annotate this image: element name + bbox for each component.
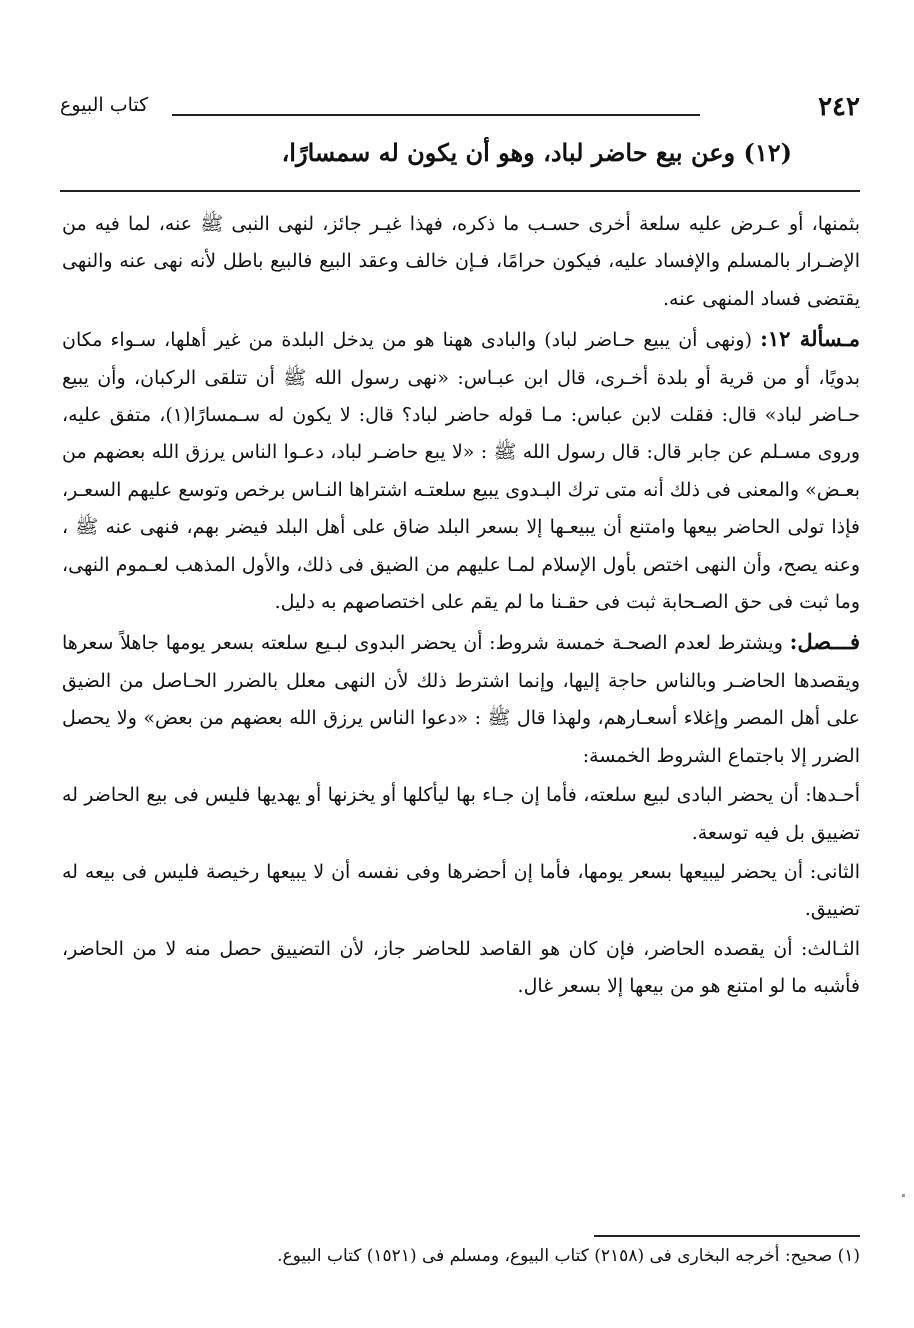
chapter-title: (١٢) وعن بيع حاضر لباد، وهو أن يكون له سمسارًا، — [281, 138, 792, 167]
paragraph-condition-2: الثانى: أن يحضر ليبيعها بسعر يومها، فأما إن أحضرها وفى نفسه أن لا يبيعها رخيصة فليس فى بيعه له تضييق. — [62, 860, 860, 921]
running-book-title: كتاب البيوع — [60, 94, 149, 116]
paragraph-fasl — [62, 623, 860, 775]
page-number: ٢٤٢ — [818, 92, 860, 122]
paragraph-masala-text: (ونهى أن يبيع حـاضر لباد) والبادى ههنا هو من يدخل البلدة من غير أهلها، سـواء مكان بدويًا، أو من قرية أو بلدة أخـرى، قال ابن عبـاس: «نهى رسول الله ﷺ أن تتلقى الركبان، وأن يبيع حـاضر لباد» قال: فقلت لابن عباس: مـا قوله حاضر لباد؟ قال: لا يكون له سـمسارًا(١)، متفق عليه، وروى مسـلم عن جابر قال: قال رسول الله ﷺ : «لا يبع حاضـر لباد، دعـوا الناس يرزق الله بعضهم من بعـض» والمعنى فى ذلك أنه متى ترك البـدوى يبيع سلعتـه اشتراها النـاس برخص وتوسع عليهم السعـر، فإذا تولى الحاضر بيعها وامتنع أن يبيعـها إلا بسعر البلد ضاق على أهل البلد فيضر بهم، فنهى عنه ﷺ ، وعنه يصح، وأن النهى اختص بأول الإسلام لمـا عليهم من الضيق فى ذلك، والأول المذهب لعـموم النهى، وما ثبت فى حق الصـحابة ثبت فى حقـنا ما لم يقم على اختصاصهم به دليل. — [62, 329, 860, 614]
paragraph-condition-1: أحـدها: أن يحضر البادى لبيع سلعته، فأما إن جـاء بها ليأكلها أو يخزنها أو يهديها فليس فى بيع الحاضر له تضييق بل فيه توسعة. — [62, 784, 860, 844]
page-header — [60, 92, 860, 132]
title-rule — [60, 190, 860, 192]
scan-speck — [902, 1194, 905, 1197]
paragraph-masala — [62, 320, 860, 621]
footnote-rule — [594, 1235, 860, 1237]
body-text — [62, 206, 860, 1006]
masala-heading: مـسألة ١٢: — [760, 326, 860, 352]
fasl-heading: فـــصل: — [789, 629, 860, 655]
paragraph-1: بثمنها، أو عـرض عليه سلعة أخرى حسـب ما ذكره، فهذا غيـر جائز، لنهى النبى ﷺ عنه، لما فيه من الإضـرار بالمسلم والإفساد عليه، فيكون حرامًا، فـإن خالف وعقد البيع فالبيع باطل لأنه نهى عنه والنهى يقتضى فساد المنهى عنه. — [62, 213, 860, 310]
paragraph-fasl-text: ويشترط لعدم الصحـة خمسة شروط: أن يحضر البدوى لبـيع سلعته بسعر يومها جاهلاً سعرها ويقصدها الحاضـر وبالناس حاجة إليها، وإنما اشترط ذلك لأن النهى معلل بالضرر الحـاصل من الضيق على أهل المصر وإغلاء أسعـارهم، ولهذا قال ﷺ : «دعوا الناس يرزق الله بعضهم من بعض» ولا يحصل الضرر إلا باجتماع الشروط الخمسة: — [62, 632, 860, 767]
header-rule — [172, 114, 700, 116]
paragraph-condition-3: الثـالث: أن يقصده الحاضر، فإن كان هو القاصد للحاضر جاز، لأن التضييق حصل منه لا من الحاضر، فأشبه ما لو امتنع هو من بيعها إلا بسعر غال. — [62, 937, 860, 998]
footnote: (١) صحيح: أخرجه البخارى فى (٢١٥٨) كتاب البيوع، ومسلم فى (١٥٢١) كتاب البيوع. — [277, 1246, 860, 1266]
